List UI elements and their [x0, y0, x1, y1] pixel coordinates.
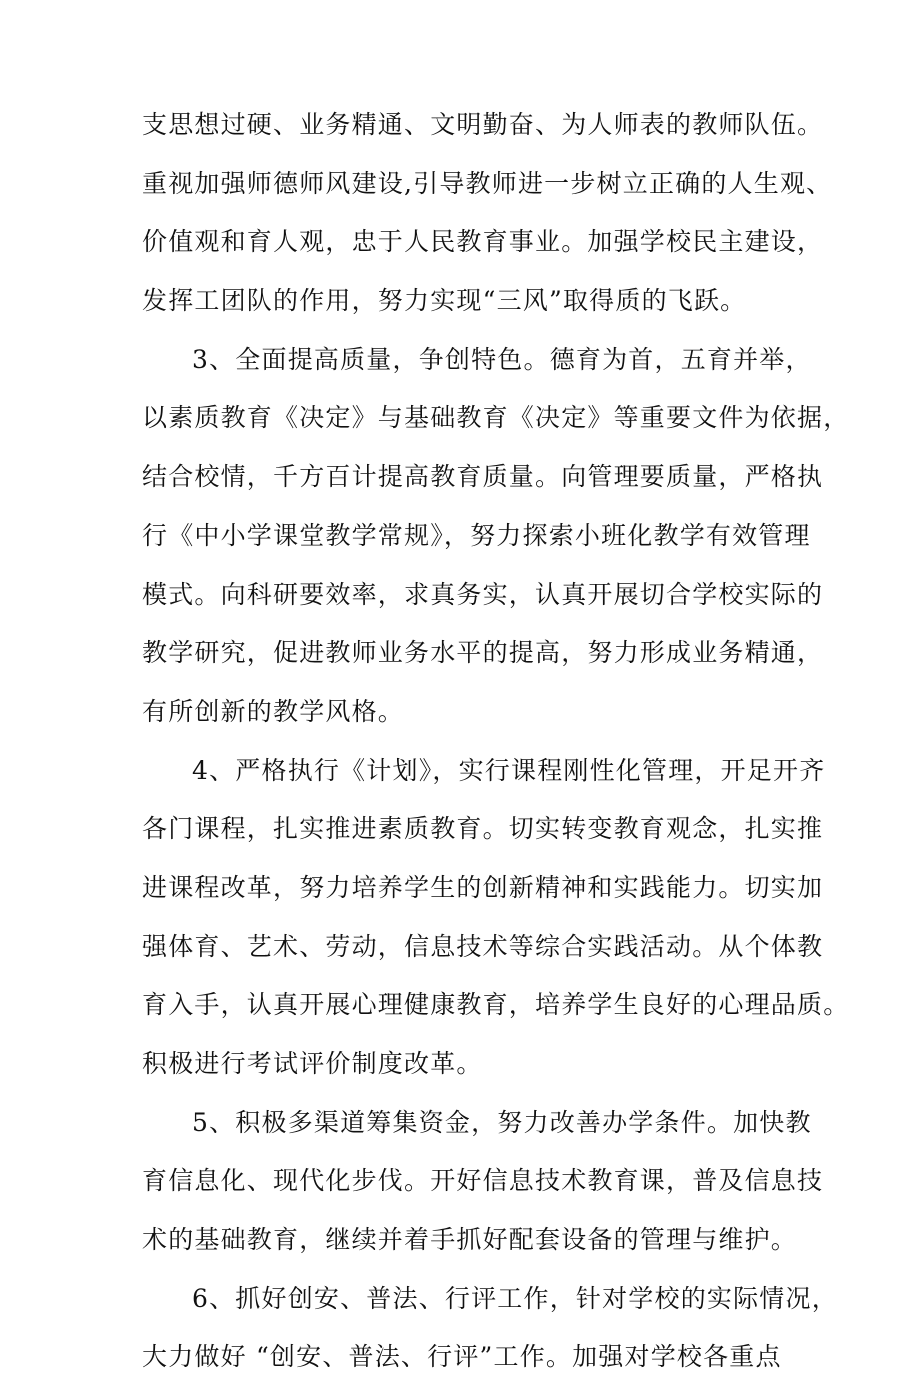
text-line: 行《中小学课堂教学常规》，努力探索小班化教学有效管理: [142, 520, 811, 550]
text-line: 模式。向科研要效率，求真务实，认真开展切合学校实际的: [142, 579, 824, 609]
text-line: 积极进行考试评价制度改革。: [142, 1049, 483, 1078]
text-line: 价值观和育人观，忠于人民教育事业。加强学校民主建设，: [142, 227, 824, 257]
text-line: 有所创新的教学风格。: [142, 696, 405, 726]
text-line: 大力做好 “创安、普法、行评”工作。加强对学校各重点: [142, 1342, 782, 1372]
text-line: 育入手，认真开展心理健康教育，培养学生良好的心理品质。: [142, 990, 850, 1020]
text-line: 4、严格执行《计划》，实行课程刚性化管理，开足开齐: [192, 755, 826, 785]
text-line: 3、全面提高质量，争创特色。德育为首，五育并举，: [192, 344, 812, 374]
text-line: 各门课程，扎实推进素质教育。切实转变教育观念，扎实推: [142, 814, 824, 844]
text-line: 进课程改革，努力培养学生的创新精神和实践能力。切实加: [142, 872, 824, 902]
text-line: 支思想过硬、业务精通、文明勤奋、为人师表的教师队伍。: [142, 110, 824, 139]
text-line: 重视加强师德师风建设,引导教师进一步树立正确的人生观、: [142, 168, 833, 198]
text-line: 发挥工团队的作用，努力实现“三风”取得质的飞跃。: [142, 286, 747, 316]
text-line: 以素质教育《决定》与基础教育《决定》等重要文件为依据，: [142, 403, 850, 433]
text-line: 教学研究，促进教师业务水平的提高，努力形成业务精通，: [142, 638, 824, 668]
text-line: 育信息化、现代化步伐。开好信息技术教育课，普及信息技: [142, 1166, 824, 1196]
text-line: 强体育、艺术、劳动，信息技术等综合实践活动。从个体教: [142, 931, 824, 961]
text-line: 术的基础教育，继续并着手抓好配套设备的管理与维护。: [142, 1225, 798, 1255]
document-body: [142, 96, 850, 1387]
text-line: 6、抓好创安、普法、行评工作，针对学校的实际情况，: [192, 1283, 838, 1313]
text-line: 结合校情，千方百计提高教育质量。向管理要质量，严格执: [142, 462, 824, 492]
text-line: 5、积极多渠道筹集资金，努力改善办学条件。加快教: [192, 1107, 812, 1137]
